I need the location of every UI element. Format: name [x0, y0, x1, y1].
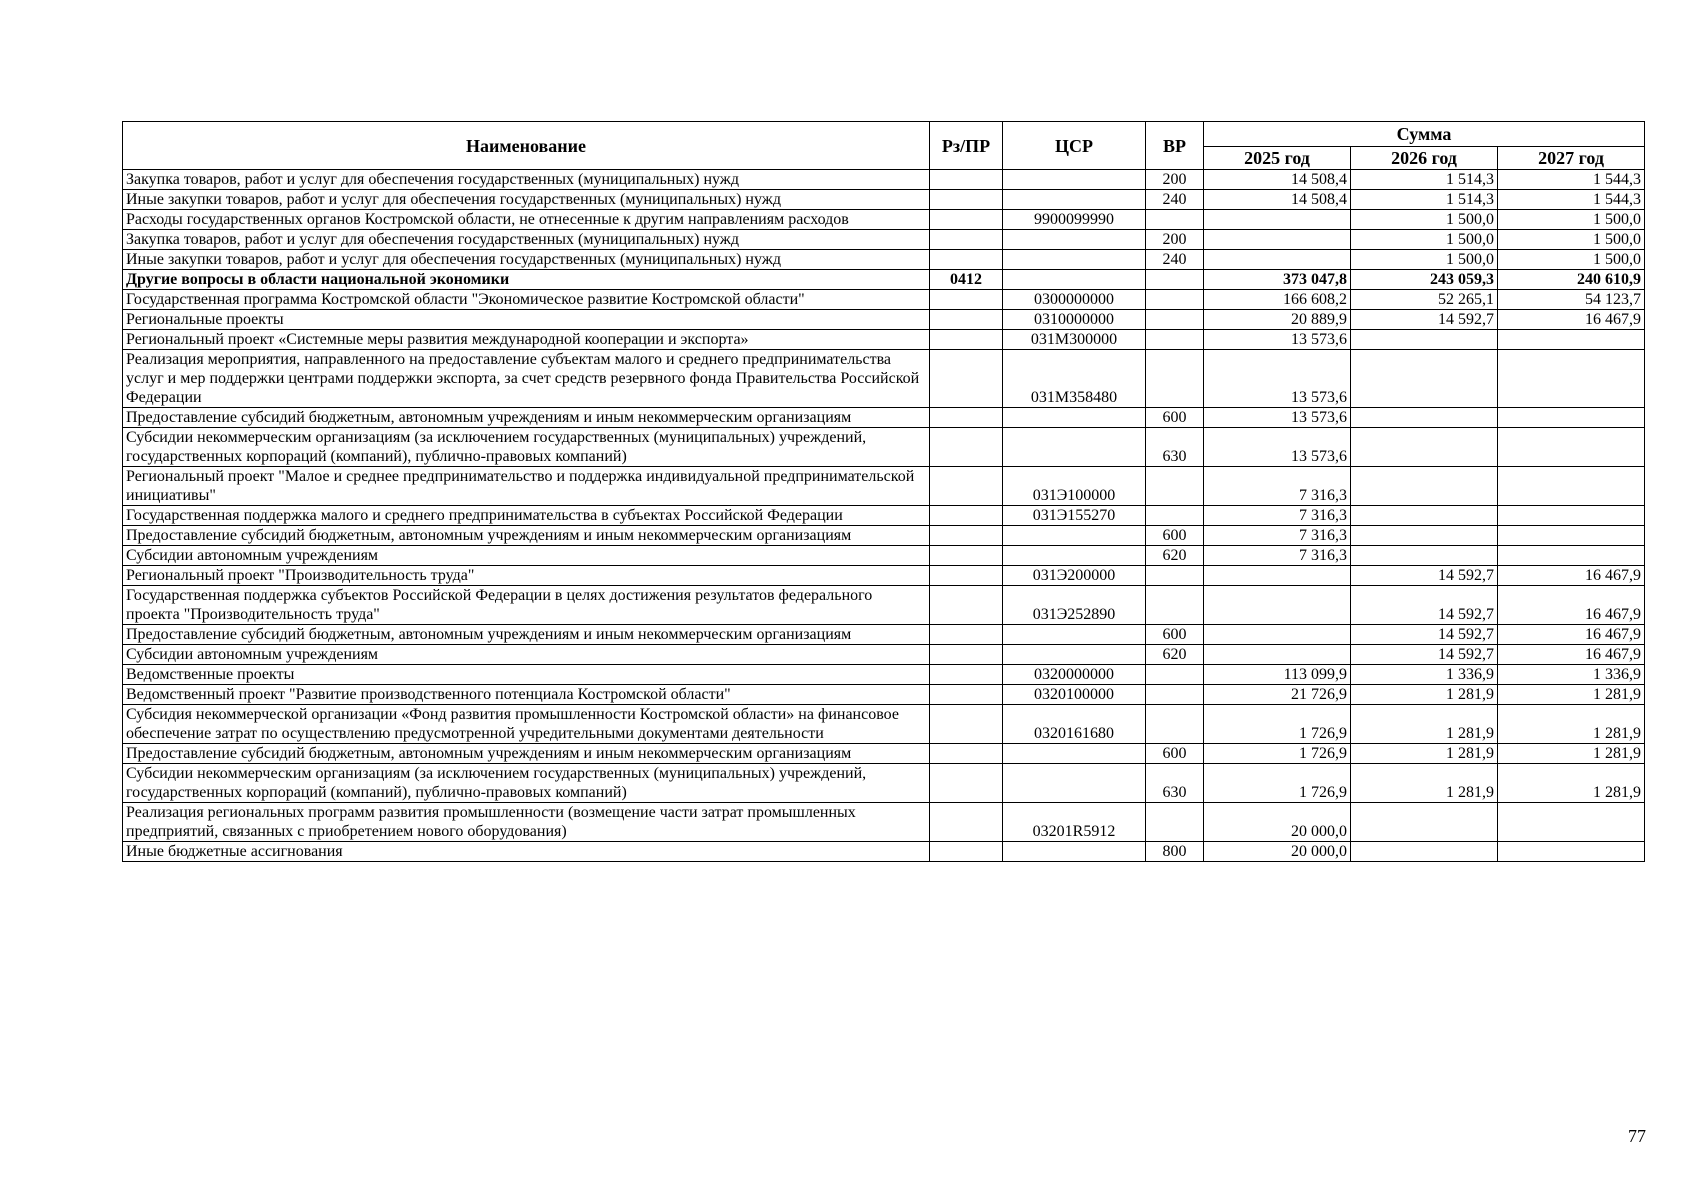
- cell-name: Субсидия некоммерческой организации «Фонд развития промышленности Костромской области» на финансовое обеспечение затрат по осуществлению предусмотренной учредительными документами деятельности: [123, 705, 930, 744]
- cell-2027: [1498, 526, 1645, 546]
- table-row: [123, 645, 1645, 665]
- cell-2027: 1 544,3: [1498, 190, 1645, 210]
- cell-rzpr: [930, 350, 1003, 408]
- cell-2027: 1 500,0: [1498, 250, 1645, 270]
- cell-2025: 13 573,6: [1204, 350, 1351, 408]
- cell-csr: [1003, 428, 1146, 467]
- table-row: [123, 428, 1645, 467]
- cell-name: Субсидии некоммерческим организациям (за исключением государственных (муниципальных) учреждений, государственных корпораций (компаний), публично-правовых компаний): [123, 428, 930, 467]
- cell-csr: 031M300000: [1003, 330, 1146, 350]
- table-row: [123, 625, 1645, 645]
- cell-csr: [1003, 764, 1146, 803]
- cell-2025: [1204, 645, 1351, 665]
- cell-csr: [1003, 526, 1146, 546]
- cell-vr: 600: [1146, 625, 1204, 645]
- table-row: [123, 705, 1645, 744]
- cell-rzpr: [930, 330, 1003, 350]
- cell-csr: 0300000000: [1003, 290, 1146, 310]
- cell-vr: 620: [1146, 546, 1204, 566]
- cell-2027: 16 467,9: [1498, 645, 1645, 665]
- table-row: [123, 290, 1645, 310]
- cell-2025: 1 726,9: [1204, 705, 1351, 744]
- cell-name: Другие вопросы в области национальной экономики: [123, 270, 930, 290]
- cell-2027: [1498, 350, 1645, 408]
- cell-rzpr: [930, 230, 1003, 250]
- cell-csr: [1003, 744, 1146, 764]
- cell-vr: 600: [1146, 408, 1204, 428]
- cell-2027: 16 467,9: [1498, 566, 1645, 586]
- table-row: [123, 586, 1645, 625]
- cell-2027: [1498, 428, 1645, 467]
- cell-2026: 1 336,9: [1351, 665, 1498, 685]
- table-row: [123, 566, 1645, 586]
- cell-2027: 1 500,0: [1498, 210, 1645, 230]
- cell-vr: 630: [1146, 764, 1204, 803]
- cell-vr: 800: [1146, 842, 1204, 862]
- cell-csr: 03201R5912: [1003, 803, 1146, 842]
- cell-vr: [1146, 665, 1204, 685]
- table-row: [123, 270, 1645, 290]
- cell-name: Региональный проект "Малое и среднее предпринимательство и поддержка индивидуальной предпринимательской инициативы": [123, 467, 930, 506]
- cell-2026: [1351, 526, 1498, 546]
- cell-name: Иные закупки товаров, работ и услуг для обеспечения государственных (муниципальных) нужд: [123, 250, 930, 270]
- table-row: [123, 526, 1645, 546]
- cell-2025: [1204, 210, 1351, 230]
- table-row: [123, 350, 1645, 408]
- cell-2026: 1 514,3: [1351, 190, 1498, 210]
- cell-vr: [1146, 705, 1204, 744]
- cell-2026: [1351, 330, 1498, 350]
- cell-vr: [1146, 330, 1204, 350]
- cell-2025: 166 608,2: [1204, 290, 1351, 310]
- cell-rzpr: [930, 190, 1003, 210]
- cell-csr: 031M358480: [1003, 350, 1146, 408]
- cell-2025: [1204, 250, 1351, 270]
- table-row: [123, 310, 1645, 330]
- cell-name: Государственная поддержка малого и среднего предпринимательства в субъектах Российской Федерации: [123, 506, 930, 526]
- cell-rzpr: [930, 842, 1003, 862]
- cell-2026: [1351, 467, 1498, 506]
- cell-2027: 1 281,9: [1498, 744, 1645, 764]
- header-vr: ВР: [1146, 122, 1204, 170]
- cell-2026: 14 592,7: [1351, 586, 1498, 625]
- cell-2027: [1498, 506, 1645, 526]
- cell-2026: 52 265,1: [1351, 290, 1498, 310]
- table-row: [123, 665, 1645, 685]
- cell-vr: 240: [1146, 190, 1204, 210]
- header-name: Наименование: [123, 122, 930, 170]
- cell-rzpr: [930, 467, 1003, 506]
- cell-csr: 0310000000: [1003, 310, 1146, 330]
- cell-rzpr: [930, 705, 1003, 744]
- cell-vr: [1146, 310, 1204, 330]
- cell-2025: [1204, 566, 1351, 586]
- cell-2026: 14 592,7: [1351, 566, 1498, 586]
- cell-csr: 9900099990: [1003, 210, 1146, 230]
- cell-rzpr: [930, 645, 1003, 665]
- cell-name: Закупка товаров, работ и услуг для обеспечения государственных (муниципальных) нужд: [123, 230, 930, 250]
- cell-2025: 7 316,3: [1204, 526, 1351, 546]
- cell-vr: 600: [1146, 526, 1204, 546]
- cell-2025: 1 726,9: [1204, 764, 1351, 803]
- header-rzpr: Рз/ПР: [930, 122, 1003, 170]
- table-row: [123, 170, 1645, 190]
- cell-vr: [1146, 467, 1204, 506]
- cell-2026: [1351, 428, 1498, 467]
- cell-2026: 1 514,3: [1351, 170, 1498, 190]
- cell-rzpr: [930, 210, 1003, 230]
- cell-2026: 1 500,0: [1351, 250, 1498, 270]
- cell-csr: [1003, 408, 1146, 428]
- cell-2026: 14 592,7: [1351, 625, 1498, 645]
- cell-2027: 1 544,3: [1498, 170, 1645, 190]
- cell-2025: 14 508,4: [1204, 170, 1351, 190]
- cell-name: Субсидии автономным учреждениям: [123, 645, 930, 665]
- cell-rzpr: [930, 290, 1003, 310]
- table-row: [123, 764, 1645, 803]
- cell-vr: [1146, 586, 1204, 625]
- cell-2027: 1 500,0: [1498, 230, 1645, 250]
- cell-csr: 031Э155270: [1003, 506, 1146, 526]
- cell-csr: 0320161680: [1003, 705, 1146, 744]
- cell-2026: 1 281,9: [1351, 705, 1498, 744]
- cell-csr: 031Э100000: [1003, 467, 1146, 506]
- cell-rzpr: [930, 586, 1003, 625]
- cell-csr: [1003, 170, 1146, 190]
- table-row: [123, 467, 1645, 506]
- cell-2027: [1498, 546, 1645, 566]
- header-2026: 2026 год: [1351, 147, 1498, 170]
- cell-2026: [1351, 506, 1498, 526]
- cell-2027: 1 281,9: [1498, 705, 1645, 744]
- cell-2026: [1351, 842, 1498, 862]
- table-row: [123, 803, 1645, 842]
- cell-vr: [1146, 506, 1204, 526]
- cell-rzpr: [930, 803, 1003, 842]
- cell-rzpr: [930, 665, 1003, 685]
- cell-rzpr: [930, 744, 1003, 764]
- budget-sheet: [122, 121, 1644, 862]
- cell-2025: [1204, 625, 1351, 645]
- table-row: [123, 230, 1645, 250]
- table-row: [123, 744, 1645, 764]
- cell-csr: [1003, 250, 1146, 270]
- cell-name: Предоставление субсидий бюджетным, автономным учреждениям и иным некоммерческим организациям: [123, 526, 930, 546]
- header-2027: 2027 год: [1498, 147, 1645, 170]
- cell-rzpr: 0412: [930, 270, 1003, 290]
- cell-vr: [1146, 350, 1204, 408]
- cell-2025: 21 726,9: [1204, 685, 1351, 705]
- cell-name: Реализация мероприятия, направленного на предоставление субъектам малого и среднего предпринимательства услуг и мер поддержки центрами поддержки экспорта, за счет средств резервного фонда Правительства Российской Федерации: [123, 350, 930, 408]
- cell-2027: 1 281,9: [1498, 685, 1645, 705]
- table-row: [123, 210, 1645, 230]
- cell-rzpr: [930, 428, 1003, 467]
- cell-2027: [1498, 803, 1645, 842]
- cell-vr: 600: [1146, 744, 1204, 764]
- cell-name: Ведомственные проекты: [123, 665, 930, 685]
- table-row: [123, 546, 1645, 566]
- cell-vr: 200: [1146, 170, 1204, 190]
- cell-name: Ведомственный проект "Развитие производственного потенциала Костромской области": [123, 685, 930, 705]
- cell-2025: 13 573,6: [1204, 330, 1351, 350]
- cell-vr: [1146, 210, 1204, 230]
- cell-vr: 240: [1146, 250, 1204, 270]
- cell-vr: [1146, 803, 1204, 842]
- cell-csr: 031Э252890: [1003, 586, 1146, 625]
- header-2025: 2025 год: [1204, 147, 1351, 170]
- cell-name: Субсидии автономным учреждениям: [123, 546, 930, 566]
- cell-name: Предоставление субсидий бюджетным, автономным учреждениям и иным некоммерческим организациям: [123, 744, 930, 764]
- cell-2026: [1351, 408, 1498, 428]
- cell-rzpr: [930, 250, 1003, 270]
- cell-name: Субсидии некоммерческим организациям (за исключением государственных (муниципальных) учреждений, государственных корпораций (компаний), публично-правовых компаний): [123, 764, 930, 803]
- cell-2025: 7 316,3: [1204, 467, 1351, 506]
- cell-2026: [1351, 546, 1498, 566]
- cell-2026: 1 281,9: [1351, 744, 1498, 764]
- cell-2027: 1 281,9: [1498, 764, 1645, 803]
- cell-rzpr: [930, 566, 1003, 586]
- header-sum: Сумма: [1204, 122, 1645, 147]
- header-csr: ЦСР: [1003, 122, 1146, 170]
- cell-csr: 0320000000: [1003, 665, 1146, 685]
- cell-2027: [1498, 408, 1645, 428]
- table-row: [123, 330, 1645, 350]
- cell-name: Региональный проект «Системные меры развития международной кооперации и экспорта»: [123, 330, 930, 350]
- cell-rzpr: [930, 764, 1003, 803]
- cell-2025: 14 508,4: [1204, 190, 1351, 210]
- cell-2025: 7 316,3: [1204, 546, 1351, 566]
- cell-name: Региональные проекты: [123, 310, 930, 330]
- cell-2025: 20 000,0: [1204, 842, 1351, 862]
- cell-csr: 0320100000: [1003, 685, 1146, 705]
- table-row: [123, 842, 1645, 862]
- cell-vr: 630: [1146, 428, 1204, 467]
- cell-name: Иные закупки товаров, работ и услуг для обеспечения государственных (муниципальных) нужд: [123, 190, 930, 210]
- cell-2026: [1351, 350, 1498, 408]
- table-row: [123, 506, 1645, 526]
- cell-2025: 113 099,9: [1204, 665, 1351, 685]
- cell-csr: [1003, 842, 1146, 862]
- cell-2027: [1498, 842, 1645, 862]
- cell-2025: 20 000,0: [1204, 803, 1351, 842]
- cell-2025: [1204, 586, 1351, 625]
- cell-2027: 1 336,9: [1498, 665, 1645, 685]
- table-row: [123, 250, 1645, 270]
- cell-2025: 13 573,6: [1204, 408, 1351, 428]
- cell-2027: [1498, 467, 1645, 506]
- cell-rzpr: [930, 170, 1003, 190]
- cell-2026: 1 500,0: [1351, 230, 1498, 250]
- cell-2025: 1 726,9: [1204, 744, 1351, 764]
- cell-vr: 200: [1146, 230, 1204, 250]
- cell-name: Предоставление субсидий бюджетным, автономным учреждениям и иным некоммерческим организациям: [123, 625, 930, 645]
- table-row: [123, 190, 1645, 210]
- cell-rzpr: [930, 625, 1003, 645]
- cell-2025: 20 889,9: [1204, 310, 1351, 330]
- cell-name: Иные бюджетные ассигнования: [123, 842, 930, 862]
- cell-csr: [1003, 270, 1146, 290]
- cell-2027: 16 467,9: [1498, 310, 1645, 330]
- cell-name: Государственная поддержка субъектов Российской Федерации в целях достижения результатов федерального проекта "Производительность труда": [123, 586, 930, 625]
- cell-rzpr: [930, 408, 1003, 428]
- cell-csr: [1003, 190, 1146, 210]
- cell-2027: 16 467,9: [1498, 625, 1645, 645]
- cell-csr: [1003, 645, 1146, 665]
- cell-rzpr: [930, 546, 1003, 566]
- cell-2026: 1 281,9: [1351, 764, 1498, 803]
- cell-csr: 031Э200000: [1003, 566, 1146, 586]
- cell-2025: 7 316,3: [1204, 506, 1351, 526]
- cell-rzpr: [930, 526, 1003, 546]
- cell-2027: 54 123,7: [1498, 290, 1645, 310]
- cell-2026: 243 059,3: [1351, 270, 1498, 290]
- cell-vr: [1146, 685, 1204, 705]
- cell-csr: [1003, 546, 1146, 566]
- cell-2026: 14 592,7: [1351, 310, 1498, 330]
- cell-2026: 1 281,9: [1351, 685, 1498, 705]
- cell-name: Региональный проект "Производительность труда": [123, 566, 930, 586]
- cell-2025: [1204, 230, 1351, 250]
- cell-2025: 13 573,6: [1204, 428, 1351, 467]
- cell-name: Закупка товаров, работ и услуг для обеспечения государственных (муниципальных) нужд: [123, 170, 930, 190]
- cell-name: Государственная программа Костромской области "Экономическое развитие Костромской области": [123, 290, 930, 310]
- cell-2027: [1498, 330, 1645, 350]
- cell-name: Предоставление субсидий бюджетным, автономным учреждениям и иным некоммерческим организациям: [123, 408, 930, 428]
- cell-2025: 373 047,8: [1204, 270, 1351, 290]
- cell-rzpr: [930, 506, 1003, 526]
- cell-2026: 1 500,0: [1351, 210, 1498, 230]
- cell-rzpr: [930, 310, 1003, 330]
- cell-name: Реализация региональных программ развития промышленности (возмещение части затрат промышленных предприятий, связанных с приобретением нового оборудования): [123, 803, 930, 842]
- cell-2026: [1351, 803, 1498, 842]
- cell-csr: [1003, 230, 1146, 250]
- cell-2026: 14 592,7: [1351, 645, 1498, 665]
- table-row: [123, 685, 1645, 705]
- cell-2027: 16 467,9: [1498, 586, 1645, 625]
- cell-name: Расходы государственных органов Костромской области, не отнесенные к другим направлениям расходов: [123, 210, 930, 230]
- cell-csr: [1003, 625, 1146, 645]
- cell-vr: [1146, 566, 1204, 586]
- page-number: 77: [1628, 1126, 1646, 1146]
- cell-vr: [1146, 270, 1204, 290]
- cell-2027: 240 610,9: [1498, 270, 1645, 290]
- table-row: [123, 408, 1645, 428]
- cell-rzpr: [930, 685, 1003, 705]
- budget-table: [122, 121, 1645, 862]
- cell-vr: [1146, 290, 1204, 310]
- cell-vr: 620: [1146, 645, 1204, 665]
